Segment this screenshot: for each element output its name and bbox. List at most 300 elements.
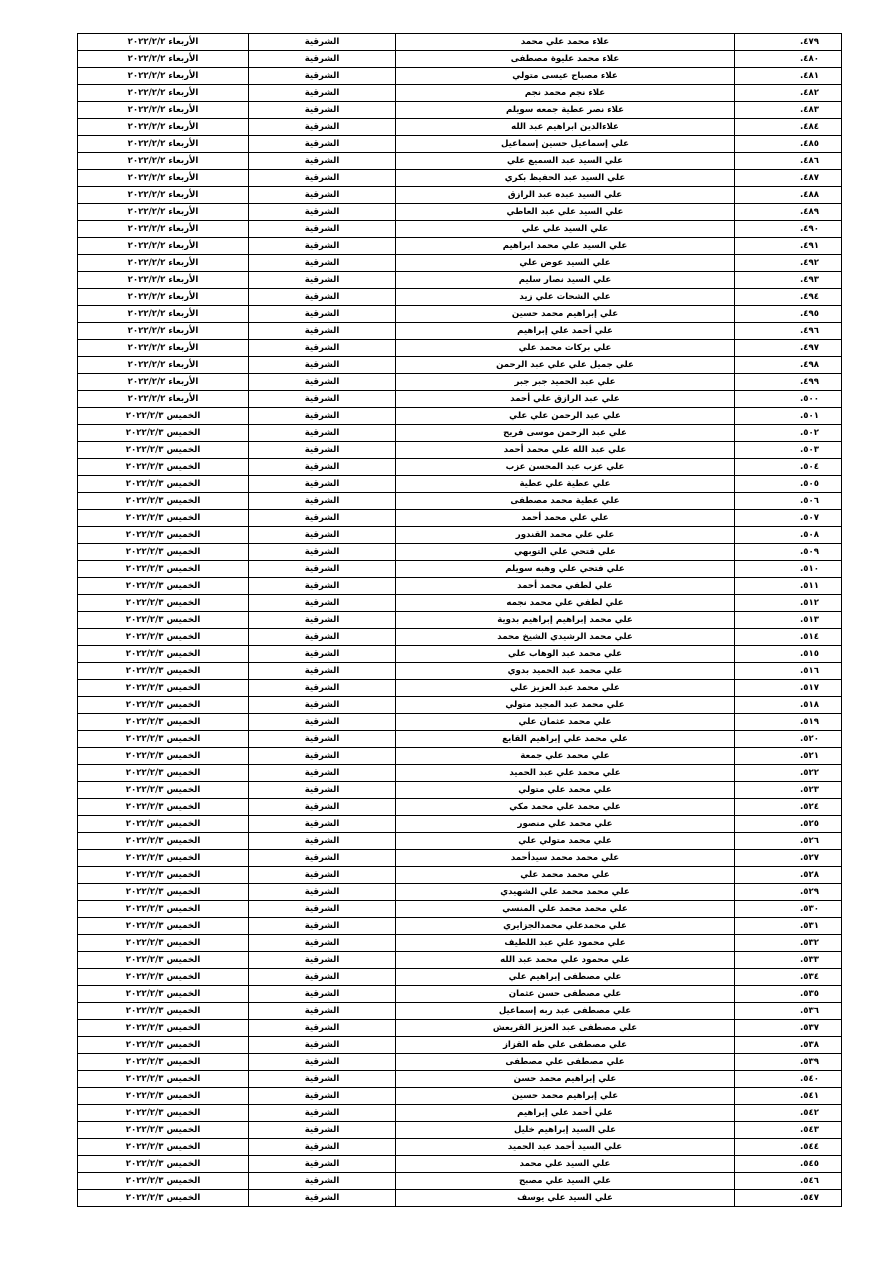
row-number: ٤٨٧. [735,170,842,187]
table-row [78,697,842,714]
governorate: الشرقية [249,1156,396,1173]
person-name: علي مصطفى علي طه القزاز [396,1037,735,1054]
appointment-date: الخميس ٢٠٢٢/٢/٣ [78,969,249,986]
person-name: علي عبد الرحمن موسى فريح [396,425,735,442]
table-body [78,34,842,1207]
person-name: علي علي محمد أحمد [396,510,735,527]
governorate: الشرقية [249,476,396,493]
table-row [78,1173,842,1190]
governorate: الشرقية [249,102,396,119]
person-name: علي مصطفى إبراهيم علي [396,969,735,986]
governorate: الشرقية [249,850,396,867]
row-number: ٥٣١. [735,918,842,935]
appointment-date: الخميس ٢٠٢٢/٢/٣ [78,952,249,969]
table-row [78,221,842,238]
governorate: الشرقية [249,680,396,697]
appointment-date: الأربعاء ٢٠٢٢/٢/٢ [78,51,249,68]
row-number: ٥٠١. [735,408,842,425]
appointment-date: الأربعاء ٢٠٢٢/٢/٢ [78,289,249,306]
person-name: علي محمد عبد المجيد متولي [396,697,735,714]
row-number: ٥١٧. [735,680,842,697]
governorate: الشرقية [249,255,396,272]
person-name: علي السيد علي علي [396,221,735,238]
appointment-date: الخميس ٢٠٢٢/٢/٣ [78,1037,249,1054]
appointment-date: الخميس ٢٠٢٢/٢/٣ [78,1071,249,1088]
governorate: الشرقية [249,697,396,714]
appointment-date: الأربعاء ٢٠٢٢/٢/٢ [78,170,249,187]
person-name: علاء محمد علي محمد [396,34,735,51]
row-number: ٤٩٣. [735,272,842,289]
row-number: ٤٨٠. [735,51,842,68]
table-row [78,1003,842,1020]
appointment-date: الأربعاء ٢٠٢٢/٢/٢ [78,306,249,323]
governorate: الشرقية [249,867,396,884]
person-name: علي السيد علي عبد العاطي [396,204,735,221]
person-name: علي محمد علي منصور [396,816,735,833]
row-number: ٤٩٠. [735,221,842,238]
appointment-date: الخميس ٢٠٢٢/٢/٣ [78,527,249,544]
person-name: علي إبراهيم محمد حسن [396,1071,735,1088]
governorate: الشرقية [249,765,396,782]
table-row [78,969,842,986]
table-row [78,952,842,969]
appointment-date: الخميس ٢٠٢٢/٢/٣ [78,867,249,884]
table-row [78,153,842,170]
person-name: علي السيد علي يوسف [396,1190,735,1207]
table-row [78,442,842,459]
table-row [78,493,842,510]
table-row [78,799,842,816]
person-name: علاء مصباح عيسى متولي [396,68,735,85]
appointment-date: الخميس ٢٠٢٢/٢/٣ [78,612,249,629]
appointment-date: الخميس ٢٠٢٢/٢/٣ [78,1054,249,1071]
row-number: ٥٤١. [735,1088,842,1105]
row-number: ٥٢١. [735,748,842,765]
row-number: ٥١١. [735,578,842,595]
row-number: ٤٧٩. [735,34,842,51]
table-row [78,357,842,374]
row-number: ٥٠٠. [735,391,842,408]
governorate: الشرقية [249,136,396,153]
governorate: الشرقية [249,816,396,833]
row-number: ٤٩٥. [735,306,842,323]
person-name: علي إسماعيل حسين إسماعيل [396,136,735,153]
governorate: الشرقية [249,612,396,629]
row-number: ٤٨١. [735,68,842,85]
row-number: ٥١٠. [735,561,842,578]
appointment-date: الأربعاء ٢٠٢٢/٢/٢ [78,340,249,357]
appointment-date: الخميس ٢٠٢٢/٢/٣ [78,680,249,697]
row-number: ٥١٤. [735,629,842,646]
person-name: علي الشحات علي زيد [396,289,735,306]
table-row [78,901,842,918]
appointment-date: الخميس ٢٠٢٢/٢/٣ [78,1139,249,1156]
person-name: علي عبد الحميد جبر جبر [396,374,735,391]
table-row [78,323,842,340]
person-name: علي إبراهيم محمد حسين [396,306,735,323]
table-row [78,204,842,221]
row-number: ٥٢٦. [735,833,842,850]
appointment-date: الخميس ٢٠٢٢/٢/٣ [78,646,249,663]
row-number: ٤٩٢. [735,255,842,272]
appointment-date: الخميس ٢٠٢٢/٢/٣ [78,459,249,476]
table-row [78,1190,842,1207]
row-number: ٥٢٣. [735,782,842,799]
person-name: علي جميل علي علي عبد الرحمن [396,357,735,374]
appointment-date: الخميس ٢٠٢٢/٢/٣ [78,561,249,578]
row-number: ٥٤٢. [735,1105,842,1122]
row-number: ٥٢٠. [735,731,842,748]
governorate: الشرقية [249,901,396,918]
appointment-date: الخميس ٢٠٢٢/٢/٣ [78,510,249,527]
table-row [78,748,842,765]
appointment-date: الأربعاء ٢٠٢٢/٢/٢ [78,68,249,85]
row-number: ٥٠٣. [735,442,842,459]
governorate: الشرقية [249,1190,396,1207]
row-number: ٥٤٠. [735,1071,842,1088]
row-number: ٥٢٨. [735,867,842,884]
appointment-date: الخميس ٢٠٢٢/٢/٣ [78,1105,249,1122]
governorate: الشرقية [249,884,396,901]
appointment-date: الخميس ٢٠٢٢/٢/٣ [78,595,249,612]
table-row [78,1037,842,1054]
governorate: الشرقية [249,493,396,510]
governorate: الشرقية [249,1139,396,1156]
table-row [78,170,842,187]
appointment-date: الأربعاء ٢٠٢٢/٢/٢ [78,323,249,340]
appointment-date: الخميس ٢٠٢٢/٢/٣ [78,850,249,867]
governorate: الشرقية [249,289,396,306]
row-number: ٥٣٦. [735,1003,842,1020]
row-number: ٤٨٥. [735,136,842,153]
person-name: علي مصطفى عبد العزيز القريعش [396,1020,735,1037]
person-name: علي السيد علي مصبح [396,1173,735,1190]
table-row [78,136,842,153]
table-row [78,816,842,833]
governorate: الشرقية [249,986,396,1003]
table-row [78,1105,842,1122]
governorate: الشرقية [249,408,396,425]
row-number: ٥١٥. [735,646,842,663]
table-row [78,85,842,102]
appointment-date: الخميس ٢٠٢٢/٢/٣ [78,1003,249,1020]
governorate: الشرقية [249,782,396,799]
row-number: ٤٨٣. [735,102,842,119]
row-number: ٤٩١. [735,238,842,255]
person-name: علي لطفي محمد أحمد [396,578,735,595]
table-row [78,1156,842,1173]
table-row [78,102,842,119]
person-name: علاء نجم محمد نجم [396,85,735,102]
governorate: الشرقية [249,51,396,68]
table-row [78,867,842,884]
table-row [78,629,842,646]
person-name: علي السيد عبد الحفيظ بكري [396,170,735,187]
person-name: علي محمد محمد علي [396,867,735,884]
table-row [78,561,842,578]
person-name: علي عبد الله علي محمد أحمد [396,442,735,459]
table-row [78,408,842,425]
appointment-date: الخميس ٢٠٢٢/٢/٣ [78,544,249,561]
table-row [78,34,842,51]
person-name: علي محمد علي إبراهيم القايع [396,731,735,748]
governorate: الشرقية [249,374,396,391]
table-row [78,1122,842,1139]
governorate: الشرقية [249,221,396,238]
table-row [78,238,842,255]
appointment-date: الخميس ٢٠٢٢/٢/٣ [78,833,249,850]
table-row [78,918,842,935]
governorate: الشرقية [249,187,396,204]
table-row [78,1139,842,1156]
governorate: الشرقية [249,1173,396,1190]
governorate: الشرقية [249,918,396,935]
governorate: الشرقية [249,731,396,748]
appointment-date: الأربعاء ٢٠٢٢/٢/٢ [78,119,249,136]
row-number: ٥١٩. [735,714,842,731]
governorate: الشرقية [249,85,396,102]
governorate: الشرقية [249,1071,396,1088]
appointment-date: الخميس ٢٠٢٢/٢/٣ [78,1173,249,1190]
table-row [78,51,842,68]
governorate: الشرقية [249,935,396,952]
person-name: علي أحمد علي إبراهيم [396,323,735,340]
row-number: ٥٠٦. [735,493,842,510]
governorate: الشرقية [249,1088,396,1105]
appointment-date: الأربعاء ٢٠٢٢/٢/٢ [78,136,249,153]
row-number: ٥٢٢. [735,765,842,782]
governorate: الشرقية [249,357,396,374]
row-number: ٤٩٦. [735,323,842,340]
row-number: ٥٣٣. [735,952,842,969]
governorate: الشرقية [249,527,396,544]
governorate: الشرقية [249,544,396,561]
governorate: الشرقية [249,1054,396,1071]
table-row [78,714,842,731]
row-number: ٥٢٥. [735,816,842,833]
row-number: ٥٣٠. [735,901,842,918]
table-row [78,884,842,901]
table-row [78,510,842,527]
appointment-date: الأربعاء ٢٠٢٢/٢/٢ [78,238,249,255]
appointment-date: الخميس ٢٠٢٢/٢/٣ [78,901,249,918]
governorate: الشرقية [249,510,396,527]
row-number: ٥٠٩. [735,544,842,561]
row-number: ٤٩٧. [735,340,842,357]
table-row [78,782,842,799]
appointment-date: الخميس ٢٠٢٢/٢/٣ [78,799,249,816]
person-name: علي محمد متولي علي [396,833,735,850]
appointment-date: الخميس ٢٠٢٢/٢/٣ [78,884,249,901]
row-number: ٥٢٩. [735,884,842,901]
person-name: علي محمد علي جمعة [396,748,735,765]
governorate: الشرقية [249,969,396,986]
person-name: علي عزب عبد المحسن عزب [396,459,735,476]
row-number: ٥٣٨. [735,1037,842,1054]
person-name: علي مصطفى علي مصطفى [396,1054,735,1071]
row-number: ٤٨٨. [735,187,842,204]
appointment-date: الخميس ٢٠٢٢/٢/٣ [78,782,249,799]
table-row [78,680,842,697]
governorate: الشرقية [249,323,396,340]
governorate: الشرقية [249,425,396,442]
names-table [77,33,842,1207]
appointment-date: الخميس ٢٠٢٢/٢/٣ [78,714,249,731]
appointment-date: الخميس ٢٠٢٢/٢/٣ [78,1088,249,1105]
appointment-date: الخميس ٢٠٢٢/٢/٣ [78,1122,249,1139]
governorate: الشرقية [249,153,396,170]
person-name: علي أحمد علي إبراهيم [396,1105,735,1122]
table-row [78,187,842,204]
appointment-date: الخميس ٢٠٢٢/٢/٣ [78,425,249,442]
person-name: علي محمد علي محمد مكي [396,799,735,816]
appointment-date: الخميس ٢٠٢٢/٢/٣ [78,493,249,510]
person-name: علي محمود علي عبد اللطيف [396,935,735,952]
governorate: الشرقية [249,663,396,680]
appointment-date: الأربعاء ٢٠٢٢/٢/٢ [78,391,249,408]
appointment-date: الخميس ٢٠٢٢/٢/٣ [78,476,249,493]
person-name: علي محمد محمد سيدأحمد [396,850,735,867]
appointment-date: الخميس ٢٠٢٢/٢/٣ [78,918,249,935]
person-name: علي محمد علي عبد الحميد [396,765,735,782]
person-name: علي فتحي علي وهبه سويلم [396,561,735,578]
table-row [78,595,842,612]
person-name: علي محمد محمد علي الشهيدي [396,884,735,901]
table-row [78,544,842,561]
governorate: الشرقية [249,170,396,187]
governorate: الشرقية [249,391,396,408]
governorate: الشرقية [249,306,396,323]
table-row [78,578,842,595]
appointment-date: الخميس ٢٠٢٢/٢/٣ [78,1190,249,1207]
row-number: ٥٠٨. [735,527,842,544]
table-row [78,425,842,442]
row-number: ٥٣٤. [735,969,842,986]
table-row [78,850,842,867]
table-row [78,340,842,357]
person-name: علاء محمد عليوة مصطفى [396,51,735,68]
person-name: علي محمد إبراهيم إبراهيم بدوية [396,612,735,629]
row-number: ٥١٦. [735,663,842,680]
row-number: ٥٤٤. [735,1139,842,1156]
row-number: ٥٠٢. [735,425,842,442]
appointment-date: الأربعاء ٢٠٢٢/٢/٢ [78,272,249,289]
table-row [78,765,842,782]
table-row [78,68,842,85]
appointment-date: الخميس ٢٠٢٢/٢/٣ [78,765,249,782]
appointment-date: الخميس ٢٠٢٢/٢/٣ [78,748,249,765]
person-name: علي السيد علي محمد ابراهيم [396,238,735,255]
table-row [78,289,842,306]
row-number: ٥٣٩. [735,1054,842,1071]
person-name: علي السيد عوض علي [396,255,735,272]
person-name: علي محمد عبد الحميد بدوي [396,663,735,680]
table-row [78,1071,842,1088]
person-name: علي محمد الرشيدي الشيخ محمد [396,629,735,646]
person-name: علي السيد علي محمد [396,1156,735,1173]
person-name: علي عبد الرحمن علي علي [396,408,735,425]
person-name: علي عبد الرازق علي أحمد [396,391,735,408]
row-number: ٥٤٧. [735,1190,842,1207]
appointment-date: الخميس ٢٠٢٢/٢/٣ [78,629,249,646]
appointment-date: الخميس ٢٠٢٢/٢/٣ [78,816,249,833]
appointment-date: الخميس ٢٠٢٢/٢/٣ [78,731,249,748]
table-row [78,612,842,629]
appointment-date: الأربعاء ٢٠٢٢/٢/٢ [78,357,249,374]
appointment-date: الأربعاء ٢٠٢٢/٢/٢ [78,85,249,102]
table-row [78,119,842,136]
appointment-date: الخميس ٢٠٢٢/٢/٣ [78,578,249,595]
governorate: الشرقية [249,646,396,663]
row-number: ٤٨٦. [735,153,842,170]
row-number: ٥٢٤. [735,799,842,816]
appointment-date: الأربعاء ٢٠٢٢/٢/٢ [78,34,249,51]
table-row [78,935,842,952]
person-name: علي عطية علي عطية [396,476,735,493]
person-name: علي محمد عبد العزيز علي [396,680,735,697]
appointment-date: الأربعاء ٢٠٢٢/٢/٢ [78,255,249,272]
governorate: الشرقية [249,1105,396,1122]
person-name: علي السيد إبراهيم خليل [396,1122,735,1139]
appointment-date: الخميس ٢٠٢٢/٢/٣ [78,663,249,680]
governorate: الشرقية [249,595,396,612]
person-name: علي لطفي علي محمد نجمه [396,595,735,612]
row-number: ٥١٨. [735,697,842,714]
person-name: علي السيد عبد السميع علي [396,153,735,170]
governorate: الشرقية [249,238,396,255]
row-number: ٥٣٧. [735,1020,842,1037]
person-name: علي السيد عبده عبد الرازق [396,187,735,204]
appointment-date: الأربعاء ٢٠٢٢/٢/٢ [78,102,249,119]
governorate: الشرقية [249,629,396,646]
table-row [78,527,842,544]
person-name: علاءالدين ابراهيم عبد الله [396,119,735,136]
governorate: الشرقية [249,952,396,969]
person-name: علي مصطفى عبد ربه إسماعيل [396,1003,735,1020]
table-row [78,1054,842,1071]
person-name: علي محمدعلي محمدالجزايري [396,918,735,935]
person-name: علي إبراهيم محمد حسين [396,1088,735,1105]
row-number: ٤٩٤. [735,289,842,306]
governorate: الشرقية [249,272,396,289]
appointment-date: الخميس ٢٠٢٢/٢/٣ [78,986,249,1003]
row-number: ٥٤٣. [735,1122,842,1139]
row-number: ٤٨٩. [735,204,842,221]
governorate: الشرقية [249,578,396,595]
row-number: ٥٤٦. [735,1173,842,1190]
person-name: علي محمد محمد علي المنسي [396,901,735,918]
table-row [78,272,842,289]
person-name: علي محمود علي محمد عبد الله [396,952,735,969]
row-number: ٤٨٢. [735,85,842,102]
governorate: الشرقية [249,204,396,221]
person-name: علي فتحي علي التوبهي [396,544,735,561]
governorate: الشرقية [249,748,396,765]
table-row [78,306,842,323]
governorate: الشرقية [249,1020,396,1037]
governorate: الشرقية [249,561,396,578]
row-number: ٥١٢. [735,595,842,612]
table-row [78,374,842,391]
governorate: الشرقية [249,833,396,850]
row-number: ٥٤٥. [735,1156,842,1173]
row-number: ٥١٣. [735,612,842,629]
person-name: علي السيد أحمد عبد الحميد [396,1139,735,1156]
row-number: ٥٠٥. [735,476,842,493]
appointment-date: الأربعاء ٢٠٢٢/٢/٢ [78,153,249,170]
table-row [78,731,842,748]
table-row [78,459,842,476]
